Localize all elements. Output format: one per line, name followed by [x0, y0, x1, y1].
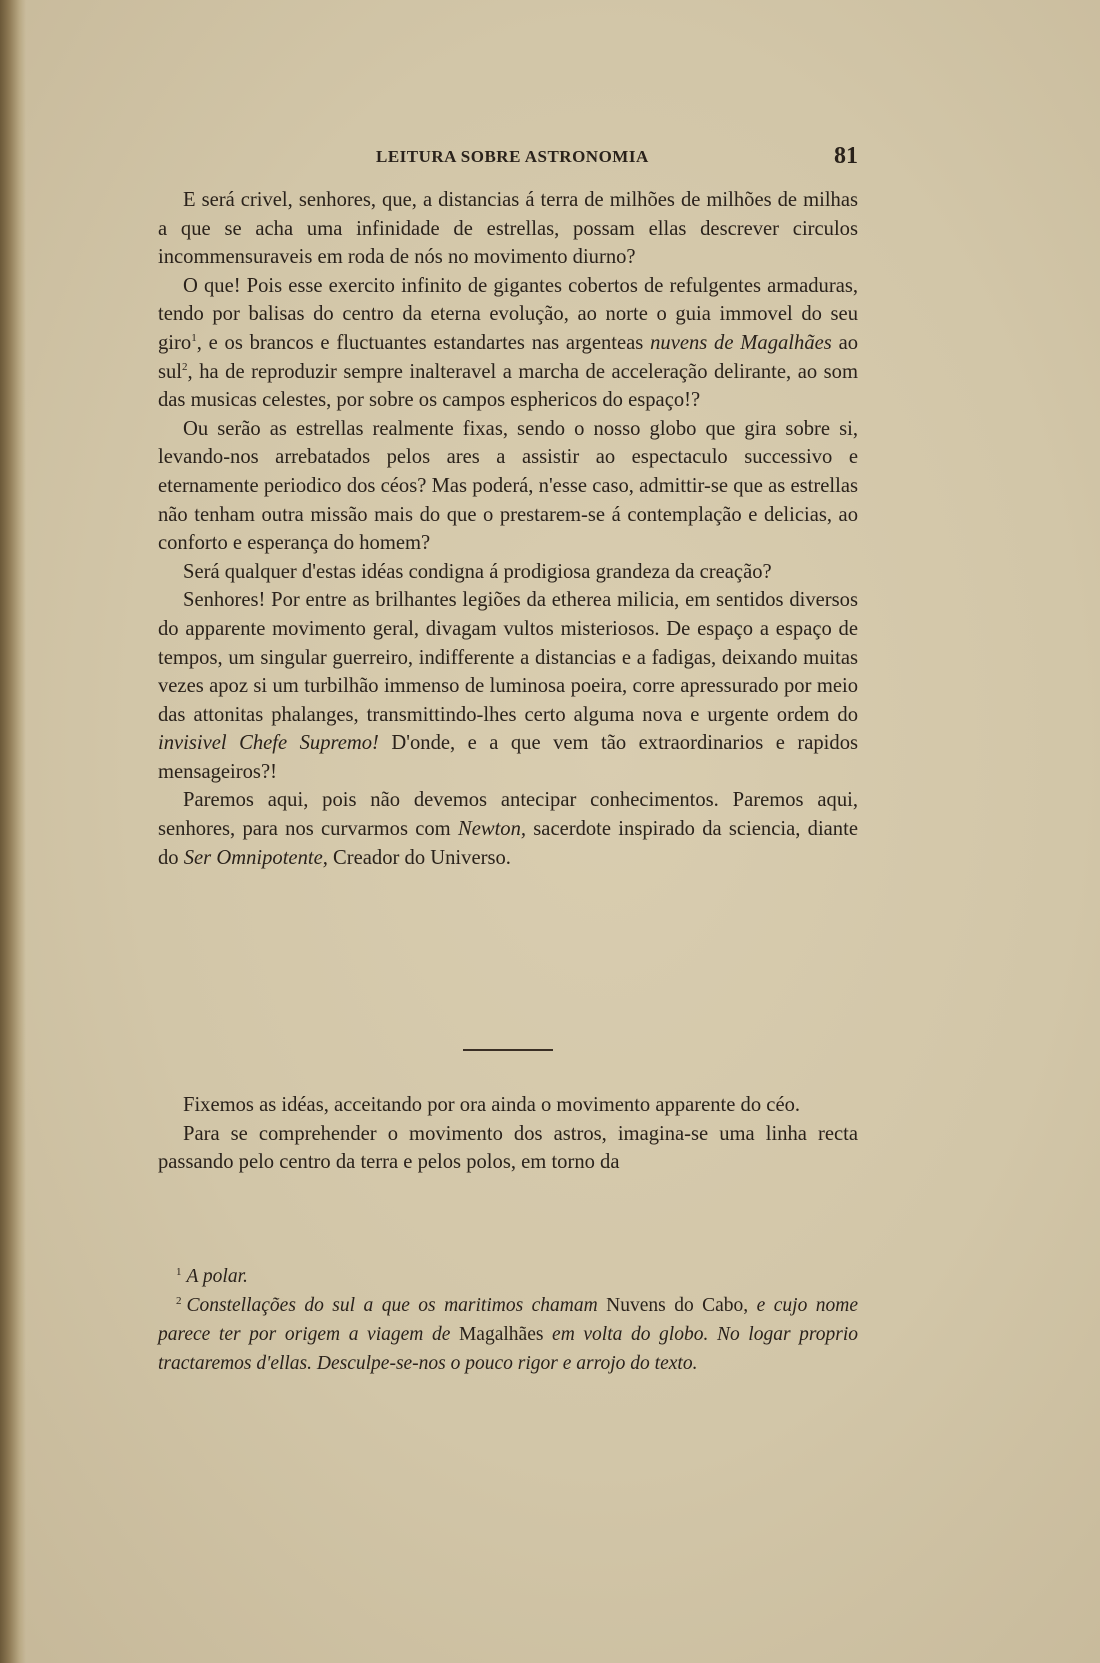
paragraph: Senhores! Por entre as brilhantes legiões da etherea milicia, em sentidos diversos do apparente movimento geral, divagam vultos misteriosos. De espaço a espaço de tempos, um singular guerreiro, indifferente a distancias e a fadigas, deixando muitas vezes apoz si um turbilhão immenso de luminosa poeira, corre apressurado por meio das attonitas phalanges, transmittindo-lhes certo alguma nova e urgente ordem do invisivel Chefe Supremo! D'onde, e a que vem tão extraordinarios e rapidos mensageiros?! — [158, 589, 859, 783]
italic-phrase: nuvens de Magalhães — [650, 331, 832, 354]
section-divider — [463, 1049, 553, 1051]
page-header — [158, 143, 858, 177]
footnote-mark: 1 — [176, 1266, 182, 1278]
footnotes — [158, 1262, 858, 1378]
book-spine-shadow — [0, 0, 26, 1663]
footnote-1: $^1$ A polar. — [176, 1266, 248, 1287]
footnote-mark: 2 — [176, 1295, 182, 1307]
italic-phrase: Newton, — [457, 818, 527, 841]
footnote-2: $^2$ Constellações do sul a que os maritimos chamam Nuvens do Cabo, e cujo nome parece ter por origem a viagem de Magalhães em volta do globo. No logar proprio tractaremos d'ellas. Desculpe-se-nos o pouco rigor e arrojo do texto. — [158, 1295, 859, 1374]
page-number: 81 — [834, 143, 858, 169]
paragraph: Fixemos as idéas, acceitando por ora ainda o movimento apparente do céo. — [183, 1094, 801, 1116]
italic-phrase: invisivel Chefe Supremo! — [158, 732, 379, 755]
paragraph: Paremos aqui, pois não devemos antecipar conhecimentos. Paremos aqui, senhores, para nos curvarmos com Newton, sacerdote inspirado da sciencia, diante do Ser Omnipotente, Creador do Universo. — [158, 789, 858, 869]
main-text — [158, 186, 858, 872]
paragraph: Ou serão as estrellas realmente fixas, sendo o nosso globo que gira sobre si, levando-nos arrebatados pelos ares a assistir ao espectaculo successivo e eternamente periodico dos céos? Mas poderá, n'esse caso, admittir-se que as estrellas não tenham outra missão mais do que o prestarem-se á contemplação e delicias, ao conforto e esperança do homem? — [158, 417, 858, 555]
paragraph: E será crivel, senhores, que, a distancias á terra de milhões de milhões de milhas a que se acha uma infinidade de estrellas, possam ellas descrever circulos incommensuraveis em roda de nós no movimento diurno? — [158, 189, 858, 269]
paragraph: O que! Pois esse exercito infinito de gigantes cobertos de refulgentes armaduras, tendo por balisas do centro da eterna evolução, ao norte o guia immovel do seu giro$^1$, e os brancos e fluctuantes estandartes nas argenteas nuvens de Magalhães ao sul$^2$, ha de reproduzir sempre inalteravel a marcha de acceleração delirante, ao som das musicas celestes, por sobre os campos esphericos do espaço!? — [158, 274, 858, 412]
running-title: LEITURA SOBRE ASTRONOMIA — [376, 147, 649, 166]
paragraph: Para se comprehender o movimento dos astros, imagina-se uma linha recta passando pelo centro da terra e pelos polos, em torno da — [158, 1122, 858, 1174]
second-section-text — [158, 1091, 858, 1177]
footnote-ref: 2 — [182, 360, 188, 373]
footnote-ref: 1 — [191, 331, 197, 344]
italic-phrase: Ser Omnipotente, — [183, 846, 328, 869]
paragraph: Será qualquer d'estas idéas condigna á prodigiosa grandeza da creação? — [183, 560, 772, 583]
